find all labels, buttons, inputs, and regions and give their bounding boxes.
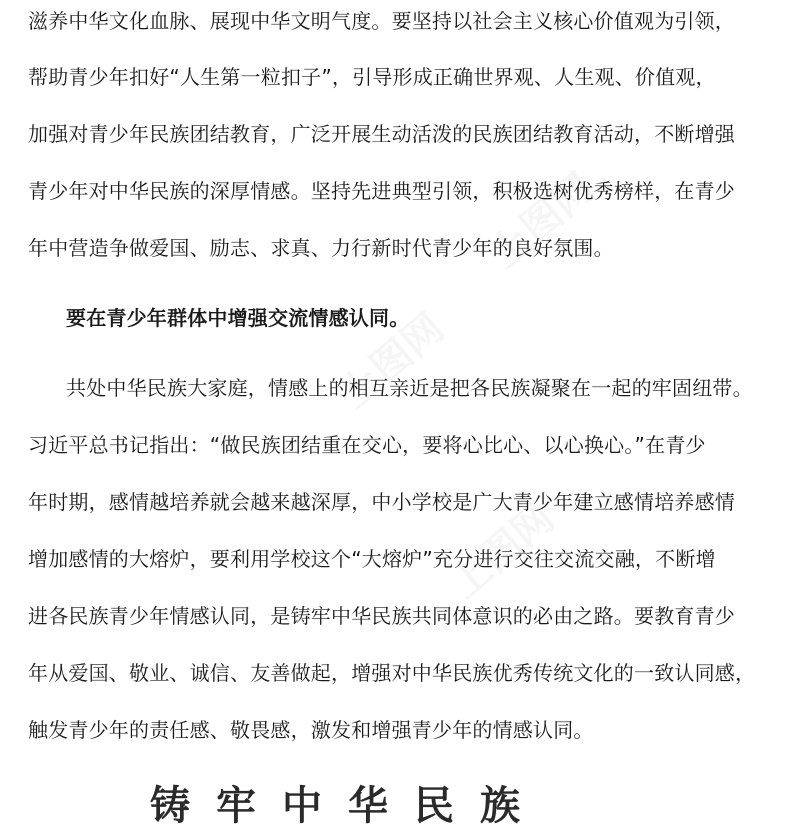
watermark: 上图网 [481, 164, 603, 278]
paragraph-2-line: 进各民族青少年情感认同，是铸牢中华民族共同体意识的必由之路。要教育青少 [28, 604, 735, 628]
paragraph-2-line: 触发青少年的责任感、敬畏感，激发和增强青少年的情感认同。 [28, 718, 594, 742]
paragraph-1-line: 帮助青少年扣好“人生第一粒扣子”，引导形成正确世界观、人生观、价值观， [28, 65, 716, 89]
paragraph-1-line: 加强对青少年民族团结教育，广泛开展生动活泼的民族团结教育活动，不断增强 [28, 122, 735, 146]
next-section-title: 铸牢中华民族 [150, 783, 546, 829]
paragraph-2-line: 年时期，感情越培养就会越来越深厚，中小学校是广大青少年建立感情培养感情 [28, 490, 735, 514]
paragraph-2-line: 共处中华民族大家庭，情感上的相互亲近是把各民族凝聚在一起的牢固纽带。 [66, 376, 753, 400]
paragraph-2-line: 习近平总书记指出：“做民族团结重在交心，要将心比心、以心换心。”在青少 [28, 433, 706, 457]
paragraph-1-line: 青少年对中华民族的深厚情感。坚持先进典型引领，积极选树优秀榜样，在青少 [28, 179, 735, 203]
paragraph-2-line: 年从爱国、敬业、诚信、友善做起，增强对中华民族优秀传统文化的一致认同感， [28, 661, 756, 685]
section-heading: 要在青少年群体中增强交流情感认同。 [66, 306, 410, 330]
paragraph-1-line: 滋养中华文化血脉、展现中华文明气度。要坚持以社会主义核心价值观为引领， [28, 9, 735, 33]
paragraph-2-line: 增加感情的大熔炉，要利用学校这个“大熔炉”充分进行交往交流交融，不断增 [28, 547, 716, 571]
watermark: 上图网 [331, 304, 453, 418]
watermark: 上图网 [441, 494, 563, 608]
paragraph-1-line: 年中营造争做爱国、励志、求真、力行新时代青少年的良好氛围。 [28, 236, 614, 260]
